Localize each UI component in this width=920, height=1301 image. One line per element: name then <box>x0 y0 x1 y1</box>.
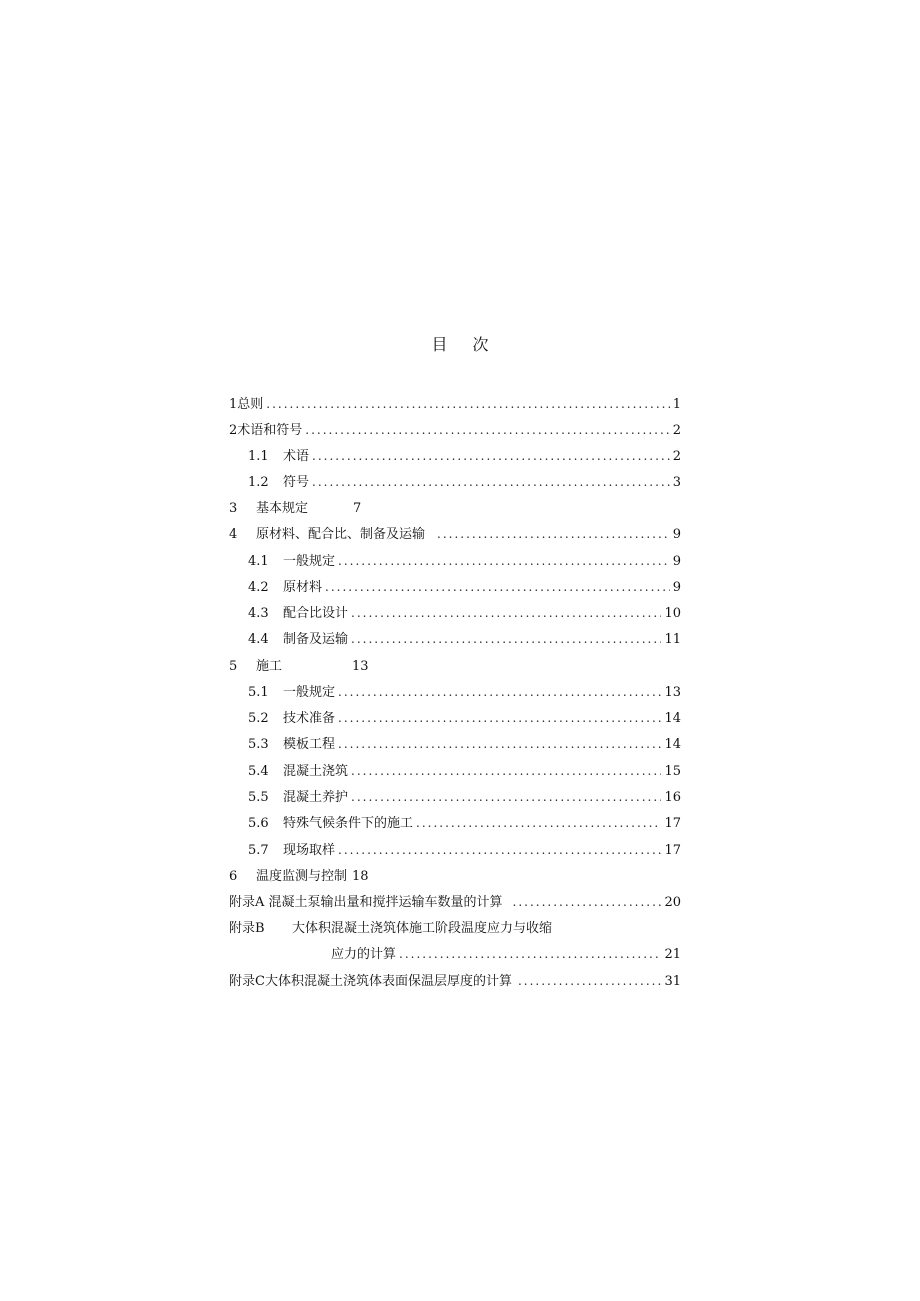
toc-entry[interactable] <box>248 707 681 727</box>
toc-entry[interactable] <box>248 733 681 753</box>
toc-entry-title: 一般规定 <box>283 685 336 700</box>
toc-page-number: 20 <box>664 895 681 910</box>
toc-entry[interactable] <box>229 419 681 439</box>
toc-entry[interactable] <box>229 865 681 885</box>
toc-entry-number: 4.3 <box>248 606 269 621</box>
dot-leader <box>305 423 669 437</box>
toc-entry-number: 4 <box>229 527 238 542</box>
toc-entry-title: 原材料 <box>283 580 323 595</box>
toc-entry-title: 温度监测与控制 <box>256 869 348 884</box>
toc-entry-title: 术语 <box>283 449 310 464</box>
toc-page-number: 2 <box>672 423 681 438</box>
toc-entry[interactable] <box>248 602 681 622</box>
dot-leader <box>338 843 661 857</box>
toc-entry-number: 附录B <box>229 921 265 936</box>
toc-entry[interactable] <box>248 576 681 596</box>
toc-entry[interactable] <box>229 891 681 911</box>
toc-page-number: 9 <box>672 527 681 542</box>
toc-entry[interactable] <box>331 943 681 963</box>
dot-leader <box>351 606 661 620</box>
toc-page-number: 14 <box>664 737 681 752</box>
toc-entry-title: 2术语和符号 <box>229 423 303 438</box>
toc-page-number: 10 <box>664 606 681 621</box>
toc-entry-number: 4.2 <box>248 580 269 595</box>
toc-entry-title: 应力的计算 <box>331 947 397 962</box>
toc-entry-number: 3 <box>229 501 238 516</box>
dot-leader <box>351 790 661 804</box>
toc-entry-title: 施工 <box>256 659 283 674</box>
toc-entry-title: 技术准备 <box>283 711 336 726</box>
toc-page-number: 2 <box>672 449 681 464</box>
toc-entry[interactable] <box>229 970 681 990</box>
dot-leader <box>338 554 670 568</box>
dot-leader <box>351 764 661 778</box>
toc-page-number: 3 <box>672 475 681 490</box>
dot-leader <box>416 816 661 830</box>
dot-leader <box>338 685 661 699</box>
toc-page-number: 31 <box>664 974 681 989</box>
toc-entry-title: 原材料、配合比、制备及运输 <box>256 527 426 542</box>
toc-entry[interactable] <box>229 655 681 675</box>
toc-entry[interactable] <box>248 760 681 780</box>
toc-entry[interactable] <box>248 839 681 859</box>
toc-entry-number: 5.5 <box>248 790 269 805</box>
dot-leader <box>312 449 670 463</box>
toc-page-number: 13 <box>664 685 681 700</box>
dot-leader <box>399 947 661 961</box>
toc-page-number: 17 <box>664 843 681 858</box>
toc-entry[interactable] <box>229 917 681 937</box>
toc-entry-title: 混凝土浇筑 <box>283 764 349 779</box>
toc-entry-number: 5.6 <box>248 816 269 831</box>
toc-page-number: 7 <box>353 501 362 516</box>
toc-entry-number: 5.1 <box>248 685 269 700</box>
toc-entry-title: 现场取样 <box>283 843 336 858</box>
page-title: 目 次 <box>431 335 499 354</box>
toc-page-number: 9 <box>672 580 681 595</box>
toc-entry[interactable] <box>248 812 681 832</box>
toc-entry-number: 4.4 <box>248 632 269 647</box>
toc-entry-number: 1.1 <box>248 449 269 464</box>
toc-entry[interactable] <box>248 786 681 806</box>
toc-page-number: 16 <box>664 790 681 805</box>
toc-entry[interactable] <box>248 550 681 570</box>
toc-entry-number: 5.3 <box>248 737 269 752</box>
toc-entry-number: 1.2 <box>248 475 269 490</box>
toc-entry-title: 一般规定 <box>283 554 336 569</box>
toc-entry-title: 大体积混凝土浇筑体施工阶段温度应力与收缩 <box>292 921 553 936</box>
dot-leader <box>338 737 661 751</box>
toc-entry-title: 特殊气候条件下的施工 <box>283 816 414 831</box>
toc-entry-number: 5.2 <box>248 711 269 726</box>
toc-page-number: 18 <box>352 869 369 884</box>
dot-leader <box>351 632 661 646</box>
dot-leader <box>325 580 670 594</box>
dot-leader <box>338 711 661 725</box>
toc-page-number: 15 <box>664 764 681 779</box>
toc-entry-title: 附录C大体积混凝土浇筑体表面保温层厚度的计算 <box>229 974 512 989</box>
toc-entry-title: 附录A 混凝土泵输出量和搅拌运输车数量的计算 <box>229 895 503 910</box>
toc-page-number: 1 <box>672 397 681 412</box>
toc-entry[interactable] <box>229 523 681 543</box>
toc-entry-title: 1总则 <box>229 397 264 412</box>
toc-entry-title: 混凝土养护 <box>283 790 349 805</box>
toc-page-number: 11 <box>664 632 681 647</box>
toc-entry-title: 符号 <box>283 475 310 490</box>
dot-leader <box>437 527 670 541</box>
dot-leader <box>518 974 662 988</box>
toc-entry-title: 基本规定 <box>256 501 309 516</box>
toc-entry[interactable] <box>248 471 681 491</box>
toc-entry-number: 5.7 <box>248 843 269 858</box>
toc-page-number: 21 <box>664 947 681 962</box>
toc-entry-title: 模板工程 <box>283 737 336 752</box>
toc-entry[interactable] <box>248 445 681 465</box>
toc-page-number: 14 <box>664 711 681 726</box>
toc-page-number: 9 <box>672 554 681 569</box>
toc-entry-number: 5.4 <box>248 764 269 779</box>
toc-entry-number: 4.1 <box>248 554 269 569</box>
toc-page-number: 13 <box>352 659 369 674</box>
toc-entry[interactable] <box>248 628 681 648</box>
toc-page-number: 17 <box>664 816 681 831</box>
dot-leader <box>266 397 669 411</box>
toc-entry-number: 5 <box>229 659 238 674</box>
dot-leader <box>312 475 670 489</box>
toc-entry[interactable] <box>229 497 681 517</box>
toc-entry[interactable] <box>229 393 681 413</box>
toc-entry[interactable] <box>248 681 681 701</box>
toc-entry-number: 6 <box>229 869 238 884</box>
toc-entry-title: 制备及运输 <box>283 632 349 647</box>
dot-leader <box>513 895 662 909</box>
toc-entry-title: 配合比设计 <box>283 606 349 621</box>
